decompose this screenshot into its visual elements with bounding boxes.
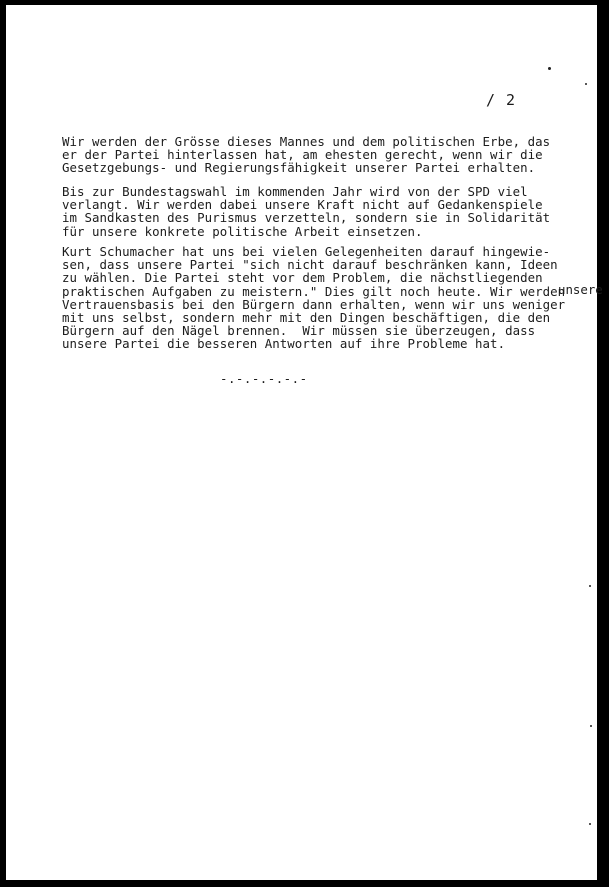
separator-line: -.-.-.-.-.- [220, 371, 308, 386]
page-number: / 2 [486, 91, 517, 109]
paragraph-2: Bis zur Bundestagswahl im kommenden Jahr wird von der SPD viel verlangt. Wir werden dabei unsere Kraft nicht auf Gedankenspiele im Sandkasten des Purismus verzetteln, sondern sie in Solidarität für unsere konkrete politische Arbeit einsetzen. [62, 184, 551, 239]
scan-speck [548, 67, 551, 70]
scan-speck [589, 823, 591, 825]
scan-speck [589, 585, 591, 587]
scan-speck [590, 725, 592, 727]
margin-insert: unsere [558, 282, 603, 297]
document-page [6, 5, 603, 880]
paragraph-3: Kurt Schumacher hat uns bei vielen Gelegenheiten darauf hingewie- sen, dass unsere Partei "sich nicht darauf beschränken kann, Ideen zu wählen. Die Partei steht vor dem Problem, die nächstliegenden praktischen Aufgaben zu meistern." Dies gilt noch heute. Wir werden Vertrauensbasis bei den Bürgern dann erhalten, wenn wir uns weniger mit uns selbst, sondern mehr mit den Dingen beschäftigen, die den Bürgern auf den Nägel brennen. Wir müssen sie überzeugen, dass unsere Partei die besseren Antworten auf ihre Probleme hat. [62, 244, 566, 352]
paragraph-1: Wir werden der Grösse dieses Mannes und dem politischen Erbe, das er der Partei hinterlassen hat, am ehesten gerecht, wenn wir die Gesetzgebungs- und Regierungsfähigkeit unserer Partei erhalten. [62, 134, 551, 176]
scan-speck [585, 83, 587, 85]
